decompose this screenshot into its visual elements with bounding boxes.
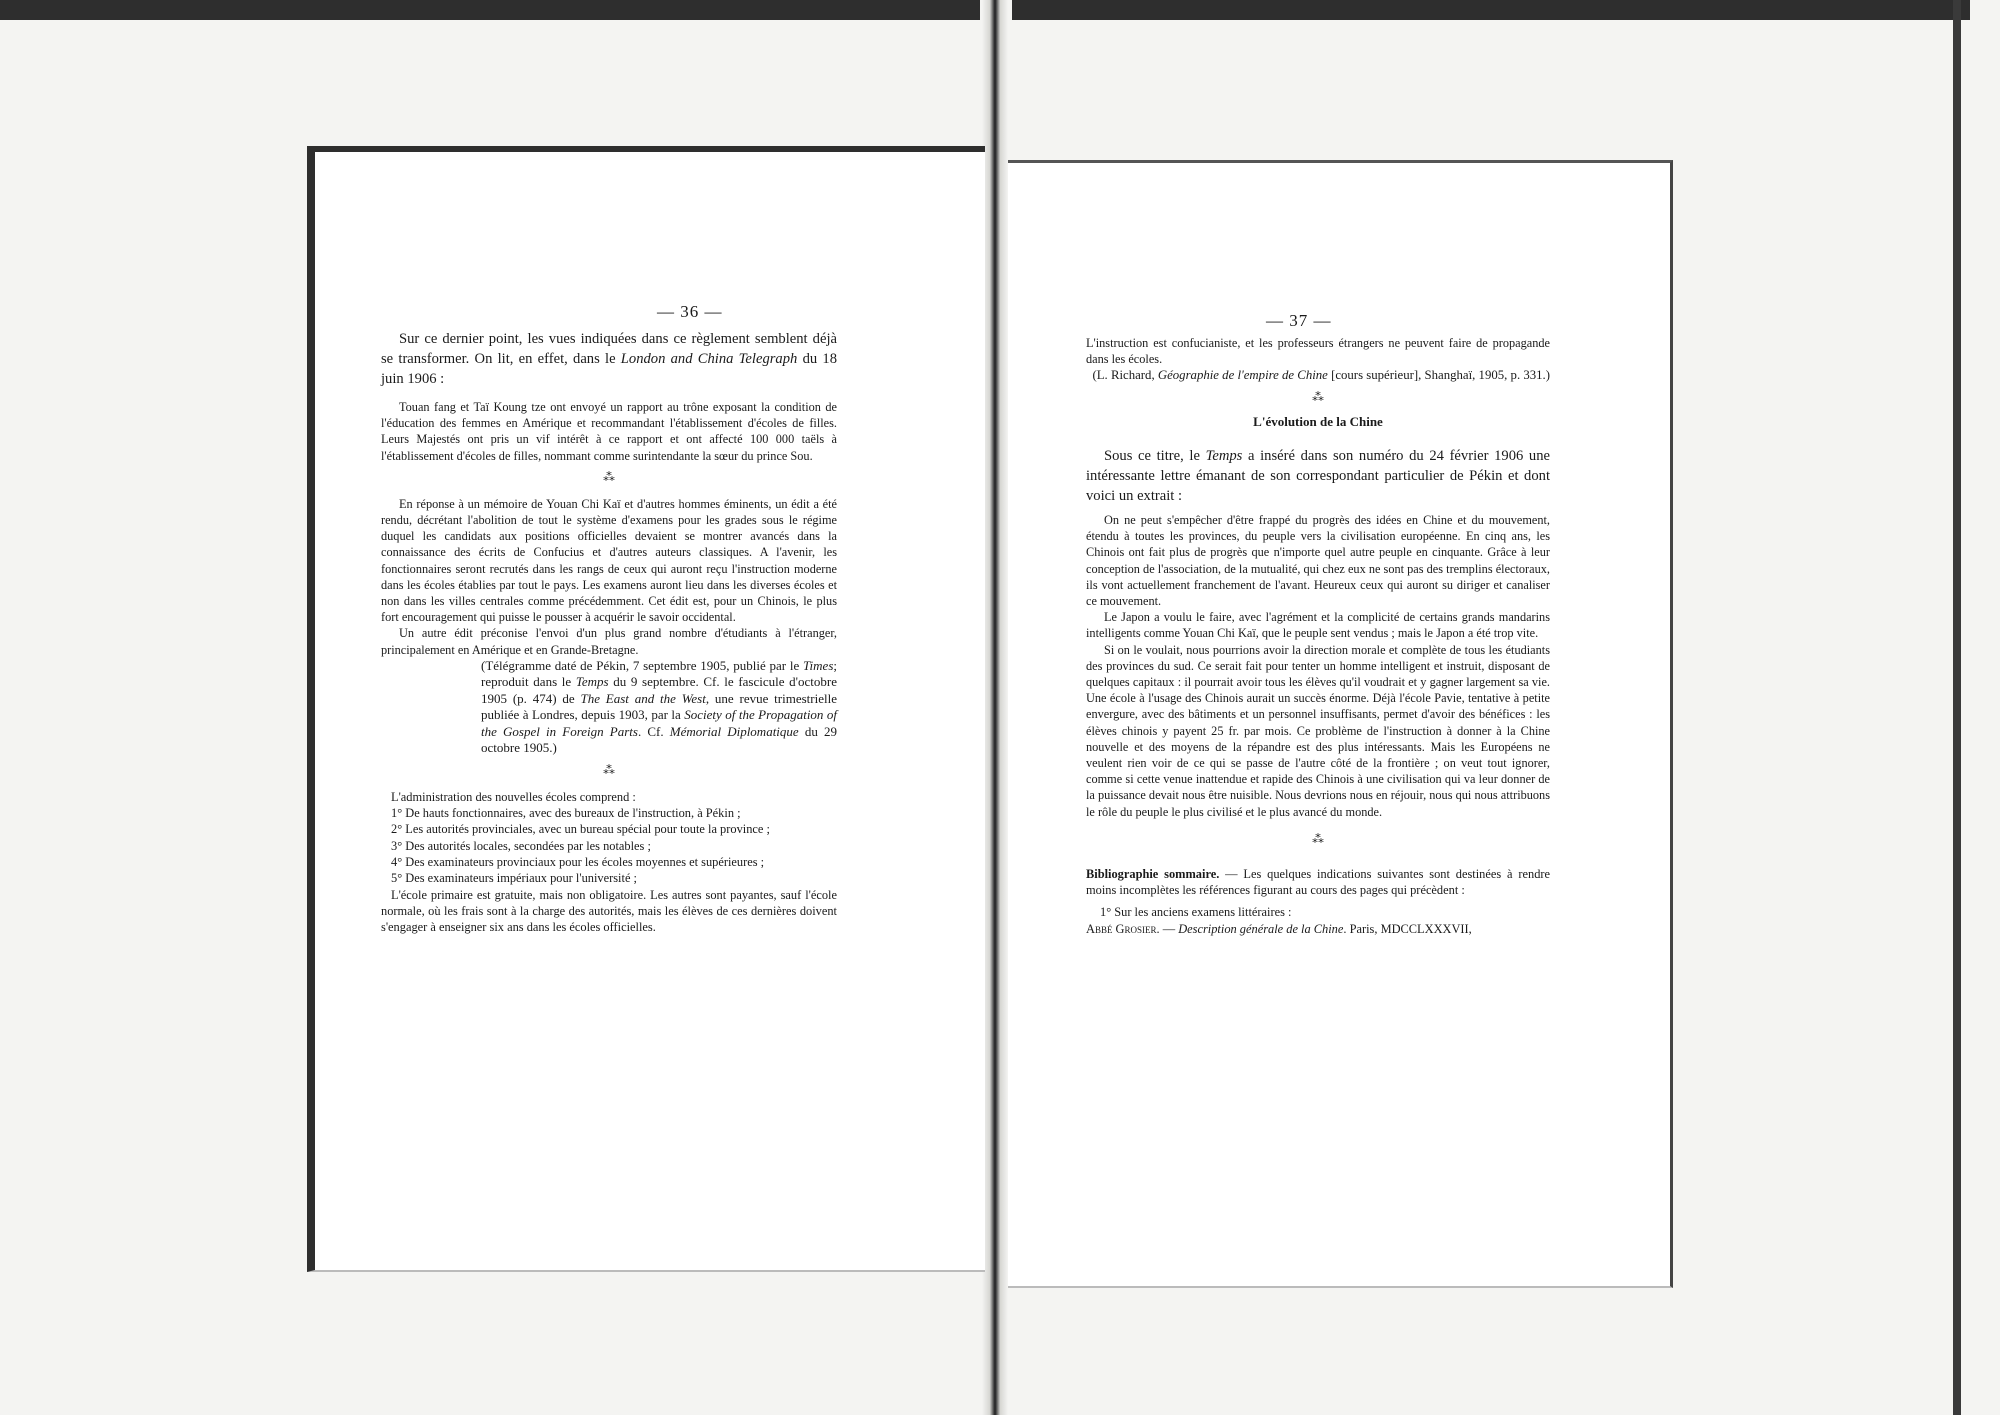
letter-paragraph: Le Japon a voulu le faire, avec l'agrément et la complicité de certains grands mandarins intelligents comme Youan Chi Kaï, que le peuple sent vendus ; mais le Japon a été trop vite. [1086, 610, 1550, 641]
continuation-paragraph: L'instruction est confucianiste, et les professeurs étrangers ne peuvent faire de propagande dans les écoles. [1086, 336, 1550, 367]
asterism-3: ⁂ [1312, 389, 1324, 404]
right-page-body [1086, 335, 1550, 937]
temps-intro-paragraph: Sous ce titre, le Temps a inséré dans son numéro du 24 février 1906 une intéressante lettre émanant de son correspondant particulier de Pékin et dont voici un extrait : [1086, 447, 1550, 504]
page-number-36: — 36 — [657, 302, 723, 321]
asterism-2: ⁂ [603, 762, 615, 777]
second-edict-paragraph: Un autre édit préconise l'envoi d'un plus grand nombre d'étudiants à l'étranger, principalement en Amérique et en Grande-Bretagne. [381, 626, 837, 657]
list-item: 3° Des autorités locales, secondées par les notables ; [391, 838, 651, 853]
administration-intro: L'administration des nouvelles écoles comprend : [391, 789, 636, 804]
list-item: 5° Des examinateurs impériaux pour l'université ; [391, 871, 637, 886]
bibliography-intro: Bibliographie sommaire. — Les quelques indications suivantes sont destinées à rendre moins incomplètes les références figurant au cours des pages qui précèdent : [1086, 866, 1551, 898]
scan-top-border-left [0, 0, 980, 20]
bibliography-entry: Abbé Grosier. — Description générale de la Chine. Paris, MDCCLXXXVII, [1086, 921, 1472, 936]
bibliography-heading: Bibliographie sommaire. [1086, 866, 1220, 881]
left-page [307, 146, 985, 1272]
richard-citation: (L. Richard, Géographie de l'empire de Chine [cours supérieur], Shanghaï, 1905, p. 331.) [1092, 368, 1550, 383]
left-page-body [381, 329, 837, 936]
letter-paragraph: On ne peut s'empêcher d'être frappé du progrès des idées en Chine et du mouvement, étendu à toutes les provinces, du peuple vers la civilisation européenne. En cinq ans, les Chinois ont fait plus de progrès que n'importe quel autre peuple en cinquante. Grâce à leur conception de l'association, de la mutualité, qui chez eux ne sont pas des tremplins électoraux, ils vont actuellement franchement de l'avant. Heureux ceux qui auront su diriger et canaliser ce mouvement. [1086, 512, 1550, 608]
asterism-1: ⁂ [603, 469, 615, 484]
bibliography [1086, 866, 1550, 937]
letter-paragraph: Si on le voulait, nous pourrions avoir la direction morale et complète de tous les étudiants des provinces du sud. Ce serait fait pour tenter un homme intelligent et instruit, disposant de quelques capitaux : il pourrait avoir tous les élèves qu'il voudrait et y gagner largement sa vie. Une école à l'usage des Chinois aurait un succès énorme. Déjà l'école Pavie, tentative à petite envergure, avec des bâtiments et un personnel insuffisants, permet d'avoir des bénéfices : les élèves chinois y payent 25 fr. par mois. Ce problème de l'instruction à donner à la Chine nouvelle et des moyens de la répandre est des plus intéressants. Mais les Européens ne veulent rien voir de ce qui se passe de l'autre côté de la frontière ; on veut tout ignorer, comme si cette venue inattendue et rapide des Chinois à une civilisation qui va leur donner de la puissance devait nous être nuisible. Nous devrions nous en réjouir, nous qui nous attribuons le rôle du peuple le plus civilisé et le plus avancé du monde. [1086, 642, 1550, 819]
intro-paragraph: Sur ce dernier point, les vues indiquées dans ce règlement semblent déjà se transformer. On lit, en effet, dans le London and China Telegraph du 18 juin 1906 : [381, 331, 837, 387]
primary-school-paragraph: L'école primaire est gratuite, mais non obligatoire. Les autres sont payantes, sauf l'école normale, où les frais sont à la charge des autorités, mais les élèves de ces dernières doivent s'engager à enseigner six ans dans les écoles officielles. [381, 887, 837, 935]
source-title: London and China Telegraph [620, 351, 798, 367]
edict-paragraph: En réponse à un mémoire de Youan Chi Kaï et d'autres hommes éminents, un édit a été rendu, décrétant l'abolition de tout le système d'examens pour les grades sous le régime duquel les candidats aux positions officielles devaient se montrer avancés dans la connaissance des écrits de Confucius et d'autres auteurs classiques. A l'avenir, les fonctionnaires seront recrutés dans les rangs de ceux qui auront reçu l'instruction moderne dans les écoles établies par tout le pays. Les examens auront lieu dans les diverses écoles et non dans les villes centrales comme précédemment. Cet édit est, pour un Chinois, le plus fort encouragement qui puisse le pousser à acquérir le savoir occidental. [381, 496, 837, 625]
list-item: 1° De hauts fonctionnaires, avec des bureaux de l'instruction, à Pékin ; [391, 806, 741, 821]
book-gutter [982, 0, 1008, 1415]
page-number-37: — 37 — [1266, 311, 1332, 330]
bibliography-subheading: 1° Sur les anciens examens littéraires : [1100, 905, 1292, 920]
list-item: 4° Des examinateurs provinciaux pour les écoles moyennes et supérieures ; [391, 855, 765, 870]
scan-right-edge [1953, 0, 1961, 1415]
administration-list [381, 789, 837, 936]
telegram-citation: (Télégramme daté de Pékin, 7 septembre 1905, publié par le Times; reproduit dans le Temps du 9 septembre. Cf. le fascicule d'octobre 1905 (p. 474) de The East and the West, une revue trimestrielle publiée à Londres, depuis 1903, par la Society of the Propagation of the Gospel in Foreign Parts. Cf. Mémorial Diplomatique du 29 octobre 1905.) [481, 657, 837, 756]
section-heading: L'évolution de la Chine [1253, 413, 1383, 429]
right-page [1008, 160, 1673, 1288]
quoted-report: Touan fang et Taï Koung tze ont envoyé un rapport au trône exposant la condition de l'éducation des femmes en Amérique et recommandant l'établissement d'écoles de filles. Leurs Majestés ont pris un vif intérêt à ce rapport et ont affecté 100 000 taëls à l'établissement d'écoles de filles, nommant comme surintendante la sœur du prince Sou. [381, 400, 837, 463]
scan-top-border-right [1012, 0, 1970, 20]
list-item: 2° Les autorités provinciales, avec un bureau spécial pour toute la province ; [391, 822, 770, 837]
asterism-4: ⁂ [1312, 831, 1324, 846]
